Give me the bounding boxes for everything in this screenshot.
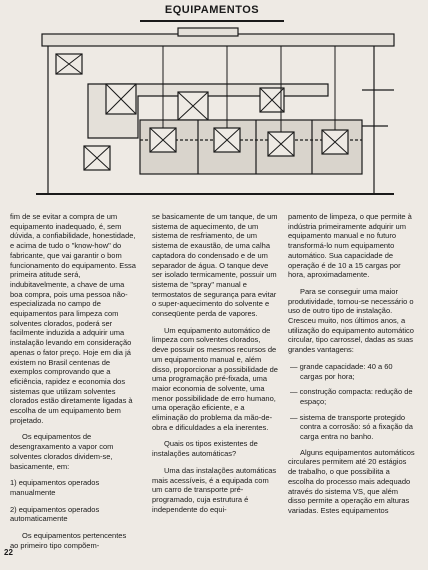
list-item: 1) equipamentos operados manualmente: [10, 478, 100, 497]
equipment-diagram: [28, 26, 402, 202]
paragraph: Alguns equipamentos automáticos circulares permitem até 20 estágios de trabalho, o que possibilita a escolha do processo mais adequado através do sistema VS, que além disso permite a operação em alturas variadas. Estes equipamentos: [288, 447, 415, 515]
list-item: — grande capacidade: 40 a 60 cargas por hora;: [290, 361, 393, 381]
page-number: 22: [4, 548, 13, 557]
paragraph: Uma das instalações automáticas mais acessíveis, é a equipada com um carro de transporte pré-programado, cuja estrutura é independente do equi-: [152, 465, 277, 514]
list-item: — construção compacta: redução de espaço;: [290, 387, 413, 406]
paragraph: Um equipamento automático de limpeza com solventes clorados, deve possuir os mesmos recursos de um equipamento manual e, além disso, proporcionar a possibilidade de uma programação pré-fixada, uma maior economia de solvente, uma menor possibilidade de erro humano, uma operação eficiente, e a eliminação do problema da mão-de-obra e dificuldades a ela inerentes.: [152, 325, 278, 432]
list-item: — sistema de transporte protegido contra a corrosão: só a fixação da carga entra no banho.: [290, 412, 413, 442]
section-header: EQUIPAMENTOS: [140, 4, 284, 22]
advantages-list: [288, 362, 416, 442]
paragraph: se basicamente de um tanque, de um sistema de aquecimento, de um sistema de resfriamento, de um sistema de exaustão, de uma calha captadora do condensado e de um separador de água. O tanque deve ser isolado termicamente, possuir um sistema de "spray" manual e termostatos de segurança para evitar o super-aquecimento do solvente e conseqüente perda de vapores.: [152, 212, 278, 319]
paragraph: fim de se evitar a compra de um equipamento inadequado, é, sem dúvida, a confiabilidade, honestidade, e acima de tudo o "know-how" do fabricante, que vai garantir o bom funcionamento do equipamento. Essa primeira atitude será, indubitavelmente, a chave de uma boa compra, pois uma pessoa não-especializada no campo de equipamentos para limpeza com solventes clorados, poderá ser facilmente induzida a adquirir uma instalação levando em consideração apenas o fator preço. Hoje em dia já existem no Brasil centenas de exemplos comprovando que a eficiência, rapidez e economia dos sistemas que utilizam solventes clorados estão diretamente ligadas à escolha de um equipamento bem projetado.: [10, 212, 136, 425]
text-column-2: [152, 212, 278, 521]
text-column-1: [10, 212, 136, 558]
paragraph: Os equipamentos de desengraxamento a vapor com solventes clorados dividem-se, basicamente, em:: [10, 432, 114, 471]
text-column-3: [288, 212, 416, 523]
paragraph: Para se conseguir uma maior produtividade, tornou-se necessário o uso de outro tipo de instalação. Cresceu muito, nos últimos anos, a utilização do equipamento automático circular, tipo carrossel, dadas as suas grandes vantagens:: [288, 286, 414, 355]
paragraph: Os equipamentos pertencentes ao primeiro tipo compõem-: [10, 531, 127, 550]
list-item: 2) equipamentos operados automaticamente: [10, 504, 100, 524]
paragraph: pamento de limpeza, o que permite à indústria primeiramente adquirir um equipamento manual e no futuro transformá-lo num equipamento automático. Sua capacidade de operação é de 10 a 15 cargas por hora, aproximadamente.: [288, 212, 412, 280]
paragraph: Quais os tipos existentes de instalações automáticas?: [152, 439, 258, 459]
